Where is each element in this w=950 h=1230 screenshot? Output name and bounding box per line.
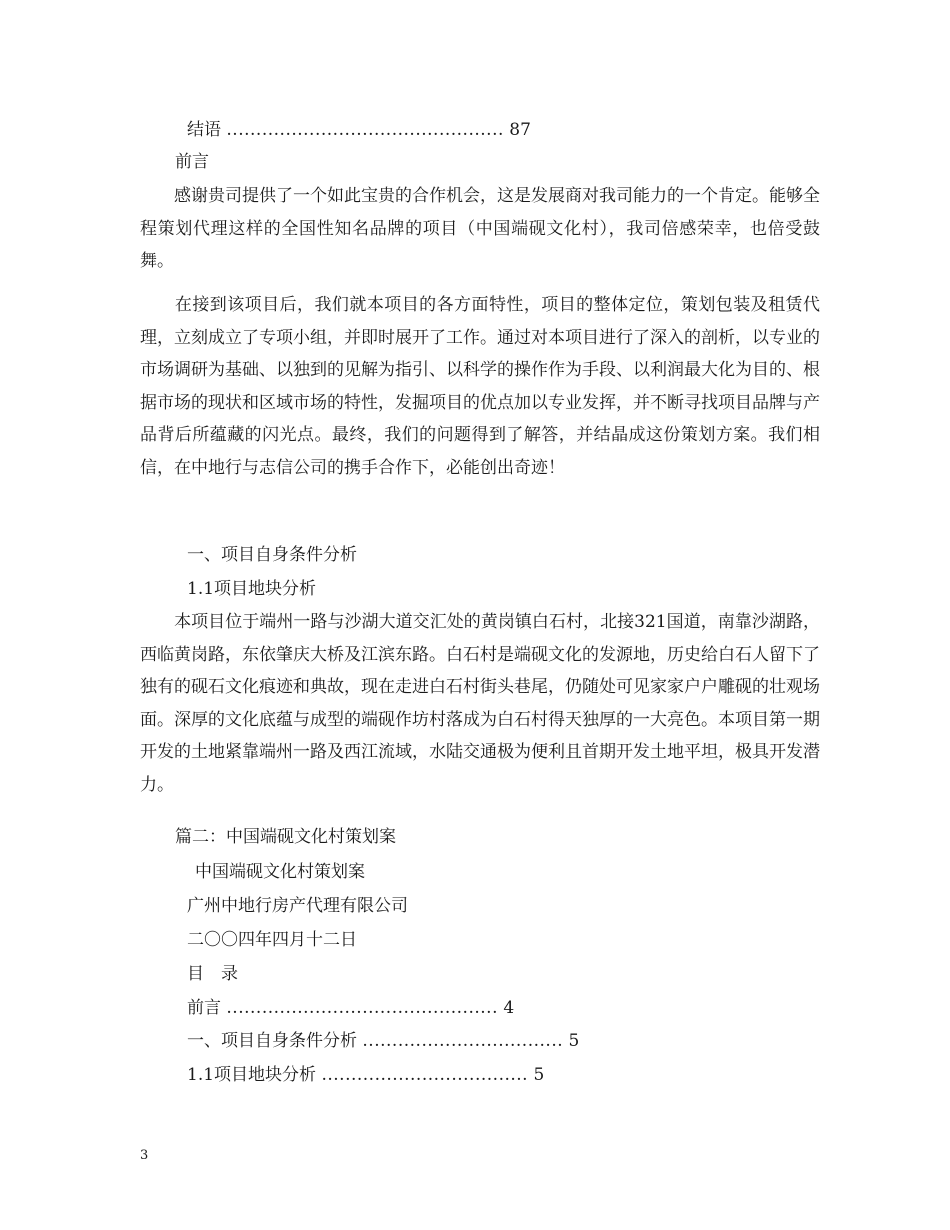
section-1-1-paragraph [140,606,820,801]
paragraph-text: 在接到该项目后，我们就本项目的各方面特性，项目的整体定位，策划包装及租赁代理，立刻成立了专项小组，并即时展开了工作。通过对本项目进行了深入的剖析，以专业的市场调研为基础、以独到的见解为指引、以科学的操作作为手段、以利润最大化为目的、根据市场的现状和区域市场的特性，发掘项目的优点加以专业发挥，并不断寻找项目品牌与产品背后所蕴藏的闪光点。最终，我们的问题得到了解答，并结晶成这份策划方案。我们相信，在中地行与志信公司的携手合作下，必能创出奇迹！ [140,295,820,478]
foreword-heading: 前言 [175,152,209,172]
toc-entry-conclusion [187,118,531,142]
toc-entry [187,1063,544,1087]
company-name: 广州中地行房产代理有限公司 [187,896,408,916]
toc-leader: ................................... [321,1065,529,1085]
toc-entry [187,1029,579,1053]
toc-page: 5 [533,1065,545,1085]
document-title: 中国端砚文化村策划案 [195,862,365,882]
section-1-1-heading: 1.1项目地块分析 [187,579,317,599]
foreword-paragraph-1 [140,180,820,278]
paragraph-text: 本项目位于端州一路与沙湖大道交汇处的黄岗镇白石村，北接321国道，南靠沙湖路，西临黄岗路，东依肇庆大桥及江滨东路。白石村是端砚文化的发源地，历史给白石人留下了独有的砚石文化痕迹和典故，现在走进白石村街头巷尾，仍随处可见家家户户雕砚的壮观场面。深厚的文化底蕴与成型的端砚作坊村落成为白石村得天独厚的一大亮色。本项目第一期开发的土地紧靠端州一路及西江流域，水陆交通极为便利且首期开发土地平坦，极具开发潜力。 [140,612,820,795]
foreword-paragraph-2 [140,289,820,484]
toc-label: 一、项目自身条件分析 [187,1031,357,1051]
paragraph-text: 感谢贵司提供了一个如此宝贵的合作机会，这是发展商对我司能力的一个肯定。能够全程策划代理这样的全国性知名品牌的项目（中国端砚文化村），我司倍感荣幸，也倍受鼓舞。 [140,186,820,271]
toc-page: 5 [568,1031,580,1051]
section-1-heading: 一、项目自身条件分析 [187,545,357,565]
page-number: 3 [140,1148,149,1163]
toc-leader: ............................................... [226,120,504,140]
part-2-heading: 篇二：中国端砚文化村策划案 [175,827,396,847]
toc-label: 前言 [187,998,221,1018]
toc-label: 1.1项目地块分析 [187,1065,317,1085]
toc-entry [187,996,514,1020]
toc-page: 4 [503,998,515,1018]
toc-page: 87 [509,120,531,140]
toc-leader: .................................. [362,1031,564,1051]
toc-leader: .............................................. [226,998,498,1018]
toc-heading: 目 录 [187,964,238,984]
toc-label: 结语 [187,120,221,140]
document-date: 二〇〇四年四月十二日 [187,930,357,950]
